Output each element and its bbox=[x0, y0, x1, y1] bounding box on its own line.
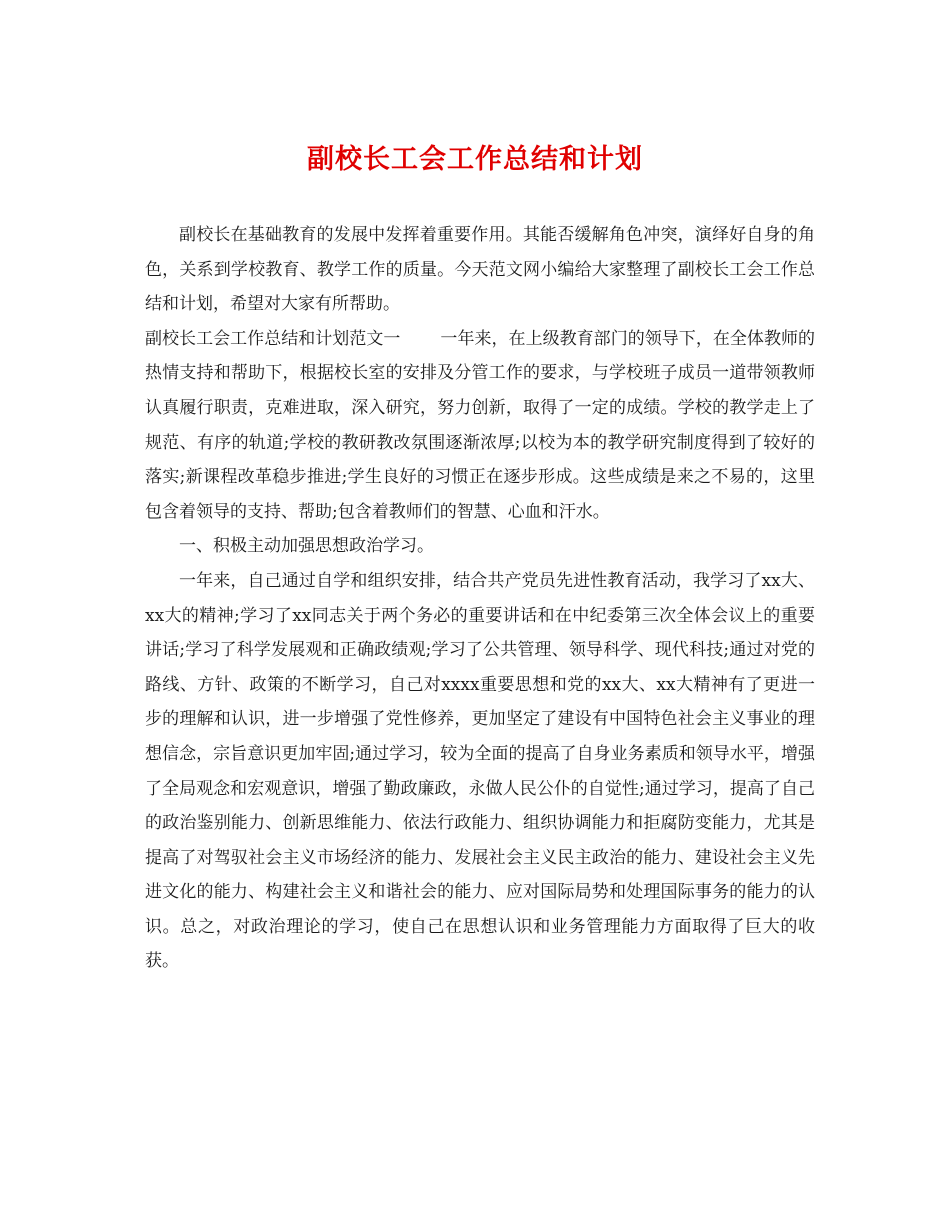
intro-paragraph: 副校长在基础教育的发展中发挥着重要作用。其能否缓解角色冲突，演绎好自身的角色，关系到学校教育、教学工作的质量。今天范文网小编给大家整理了副校长工会工作总结和计划，希望对大家有所帮助。 bbox=[145, 225, 815, 315]
document-title: 副校长工会工作总结和计划 bbox=[307, 144, 643, 175]
section-text: 一年来，在上级教育部门的领导下，在全体教师的热情支持和帮助下，根据校长室的安排及分管工作的要求，与学校班子成员一道带领教师认真履行职责，克难进取，深入研究，努力创新，取得了一定的成绩。学校的教学走上了规范、有序的轨道;学校的教研教改氛围逐渐浓厚;以校为本的教学研究制度得到了较好的落实;新课程改革稳步推进;学生良好的习惯正在逐步形成。这些成绩是来之不易的，这里包含着领导的支持、帮助;包含着教师们的智慧、心血和汗水。 bbox=[145, 328, 815, 522]
document-body bbox=[145, 218, 815, 979]
section-paragraph bbox=[145, 322, 815, 530]
point-paragraph: 一年来，自己通过自学和组织安排，结合共产党员先进性教育活动，我学习了xx大、xx大的精神;学习了xx同志关于两个务必的重要讲话和在中纪委第三次全体会议上的重要讲话;学习了科学发展观和正确政绩观;学习了公共管理、领导科学、现代科技;通过对党的路线、方针、政策的不断学习，自己对xxxx重要思想和党的xx大、xx大精神有了更进一步的理解和认识，进一步增强了党性修养，更加坚定了建设有中国特色社会主义事业的理想信念，宗旨意识更加牢固;通过学习，较为全面的提高了自身业务素质和领导水平，增强了全局观念和宏观意识，增强了勤政廉政，永做人民公仆的自觉性;通过学习，提高了自己的政治鉴别能力、创新思维能力、依法行政能力、组织协调能力和拒腐防变能力，尤其是提高了对驾驭社会主义市场经济的能力、发展社会主义民主政治的能力、建设社会主义先进文化的能力、构建社会主义和谐社会的能力、应对国际局势和处理国际事务的能力的认识。总之，对政治理论的学习，使自己在思想认识和业务管理能力方面取得了巨大的收获。 bbox=[145, 570, 815, 972]
section-heading: 副校长工会工作总结和计划范文一 bbox=[145, 328, 401, 349]
point-heading: 一、积极主动加强思想政治学习。 bbox=[179, 536, 434, 557]
